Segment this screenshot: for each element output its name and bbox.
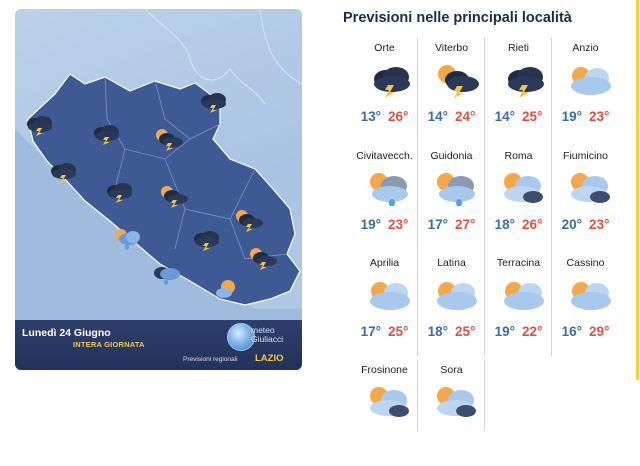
max-temperature: 26° xyxy=(522,217,543,232)
city-name: Rieti xyxy=(507,42,529,54)
map-caption: Previsioni regionali xyxy=(183,356,238,363)
temperature-row xyxy=(552,109,619,124)
forecast-cell xyxy=(552,253,619,359)
sun-cloud-rain-icon xyxy=(366,170,414,206)
min-temperature: 14° xyxy=(494,109,515,124)
max-temperature: 29° xyxy=(589,324,610,339)
min-temperature: 14° xyxy=(427,109,448,124)
forecast-cell xyxy=(418,360,485,466)
weather-map xyxy=(15,9,302,370)
temperature-row xyxy=(418,109,485,124)
city-name: Frosinone xyxy=(361,364,408,376)
max-temperature: 25° xyxy=(388,324,409,339)
sun-cloud-dark-icon xyxy=(433,384,481,420)
temperature-row xyxy=(351,109,418,124)
forecast-cell xyxy=(485,253,552,359)
storm-icon xyxy=(247,246,279,270)
partly-cloudy-icon xyxy=(567,62,615,98)
city-name: Latina xyxy=(437,257,466,269)
map-period-label: INTERA GIORNATA xyxy=(73,340,145,349)
partly-cloudy-rain-icon xyxy=(111,226,143,250)
forecast-cell xyxy=(485,146,552,252)
sun-cloud-dark-icon xyxy=(366,384,414,420)
min-temperature: 16° xyxy=(561,324,582,339)
sun-cloud-dark-icon xyxy=(567,170,615,206)
city-name: Terracina xyxy=(496,257,541,269)
logo-text-line-1: meteo xyxy=(251,325,275,335)
temperature-row xyxy=(552,324,619,339)
temperature-row xyxy=(485,109,552,124)
forecast-cell xyxy=(485,38,552,144)
max-temperature: 22° xyxy=(522,324,543,339)
border-line xyxy=(260,9,302,84)
temperature-row xyxy=(485,217,552,232)
temperature-row xyxy=(351,217,418,232)
max-temperature: 27° xyxy=(455,217,476,232)
city-name: Anzio xyxy=(572,42,599,54)
logo-text xyxy=(251,326,283,344)
max-temperature: 23° xyxy=(589,217,610,232)
min-temperature: 13° xyxy=(360,109,381,124)
min-temperature: 19° xyxy=(561,109,582,124)
max-temperature: 24° xyxy=(455,109,476,124)
city-name: Fiumicino xyxy=(563,150,608,162)
partly-cloudy-icon xyxy=(214,277,246,301)
city-name: Sora xyxy=(440,364,463,376)
forecast-cell xyxy=(351,146,418,252)
city-name: Civitavecch. xyxy=(356,150,413,162)
temperature-row xyxy=(418,324,485,339)
border-line xyxy=(145,9,230,80)
logo-text-line-2: Giuliacci xyxy=(251,334,284,344)
storm-icon xyxy=(158,184,190,208)
min-temperature: 19° xyxy=(360,217,381,232)
temperature-row xyxy=(351,324,418,339)
forecast-cell xyxy=(351,253,418,359)
temperature-row xyxy=(485,324,552,339)
map-date-label: Lunedì 24 Giugno xyxy=(22,327,111,339)
min-temperature: 17° xyxy=(427,217,448,232)
storm-icon xyxy=(190,227,222,251)
city-name: Viterbo xyxy=(434,42,469,54)
storm-icon xyxy=(103,179,135,203)
max-temperature: 25° xyxy=(455,324,476,339)
storm-icon xyxy=(197,89,229,113)
partly-cloudy-rain-icon xyxy=(150,261,182,285)
forecast-cell xyxy=(552,146,619,252)
map-region-label: LAZIO xyxy=(255,353,284,364)
city-name: Roma xyxy=(504,150,533,162)
min-temperature: 20° xyxy=(561,217,582,232)
partly-cloudy-icon xyxy=(366,277,414,313)
sun-cloud-rain-icon xyxy=(433,170,481,206)
sun-cloud-dark-icon xyxy=(500,170,548,206)
forecast-cell xyxy=(351,360,418,466)
max-temperature: 23° xyxy=(589,109,610,124)
storm-icon xyxy=(23,112,55,136)
storm-icon xyxy=(500,62,548,98)
forecast-cell xyxy=(418,38,485,144)
max-temperature: 25° xyxy=(522,109,543,124)
map-footer xyxy=(15,320,302,370)
storm-icon xyxy=(47,159,79,183)
city-name: Cassino xyxy=(566,257,605,269)
max-temperature: 26° xyxy=(388,109,409,124)
sun-storm-icon xyxy=(433,62,481,98)
partly-cloudy-icon xyxy=(500,277,548,313)
min-temperature: 18° xyxy=(427,324,448,339)
min-temperature: 18° xyxy=(494,217,515,232)
forecast-cell xyxy=(418,146,485,252)
storm-icon xyxy=(366,62,414,98)
temperature-row xyxy=(552,217,619,232)
storm-icon xyxy=(233,208,265,232)
city-name: Guidonia xyxy=(430,150,473,162)
forecast-title: Previsioni nelle principali località xyxy=(343,10,572,26)
forecast-cell xyxy=(552,38,619,144)
min-temperature: 17° xyxy=(360,324,381,339)
forecast-cell xyxy=(351,38,418,144)
city-name: Aprilia xyxy=(369,257,400,269)
max-temperature: 23° xyxy=(388,217,409,232)
temperature-row xyxy=(418,217,485,232)
city-name: Orte xyxy=(374,42,395,54)
partly-cloudy-icon xyxy=(433,277,481,313)
border-line xyxy=(230,69,265,104)
storm-icon xyxy=(90,121,122,145)
page-edge-accent xyxy=(636,0,639,380)
storm-icon xyxy=(153,127,185,151)
min-temperature: 19° xyxy=(494,324,515,339)
partly-cloudy-icon xyxy=(567,277,615,313)
forecast-cell xyxy=(418,253,485,359)
